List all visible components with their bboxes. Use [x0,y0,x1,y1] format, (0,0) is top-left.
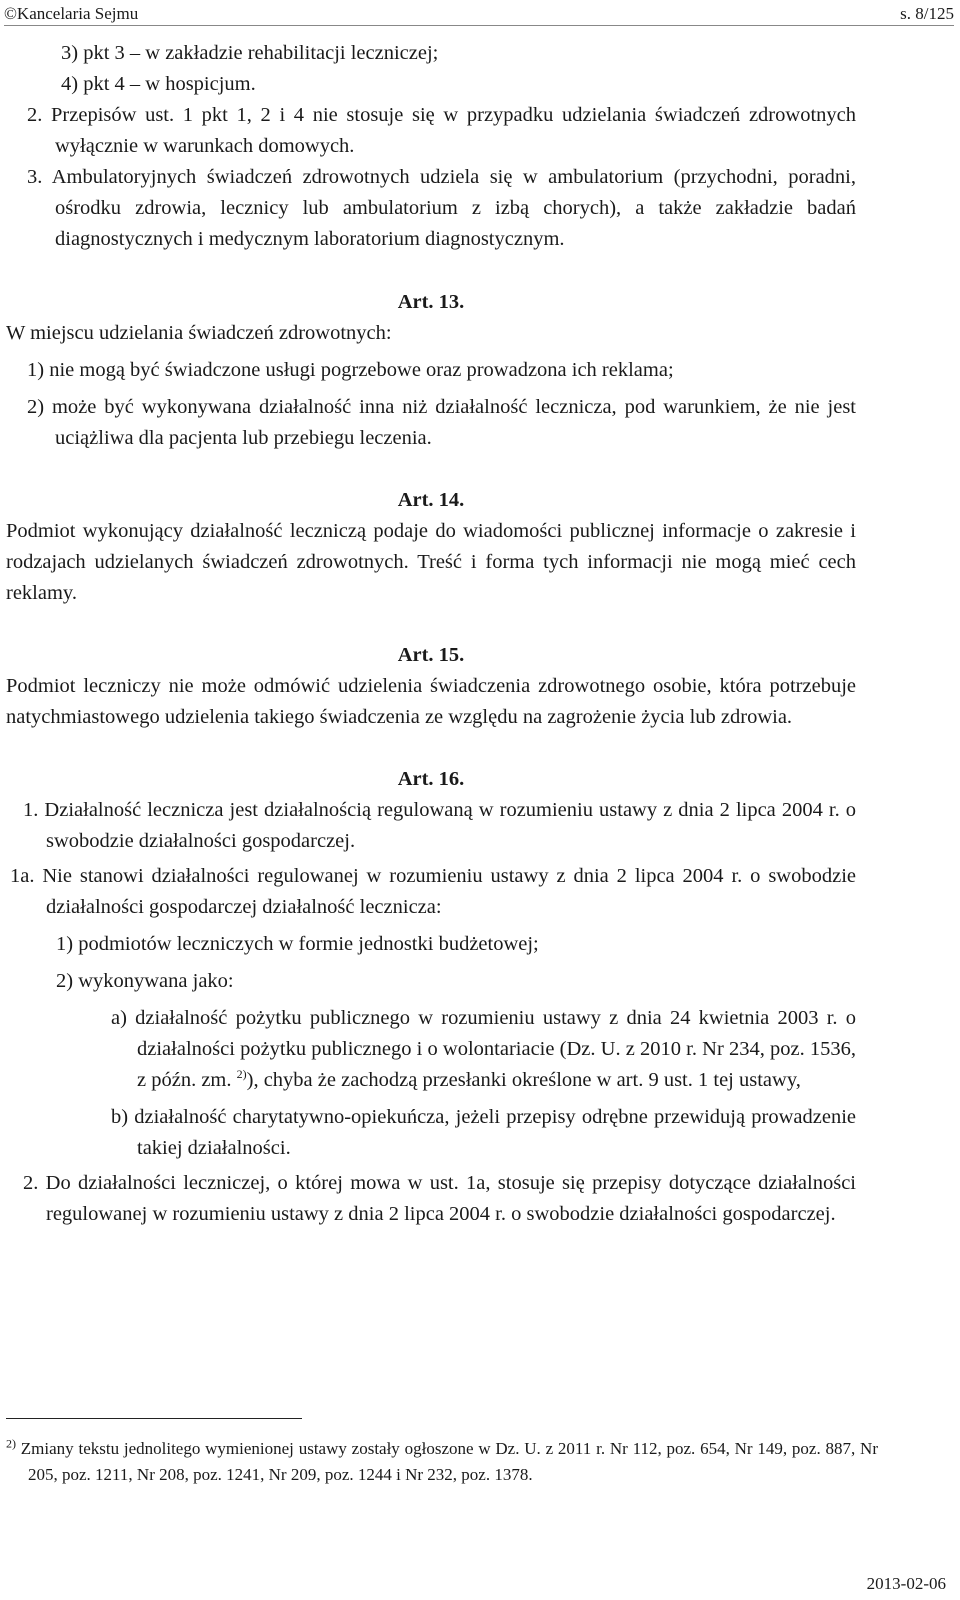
list-item: 1) nie mogą być świadczone usługi pogrzebowe oraz prowadzona ich reklama; [27,359,674,381]
article-heading: Art. 13. [397,291,465,313]
article-heading: Art. 16. [397,768,465,790]
page-footer-date: 2013-02-06 [866,1574,946,1593]
list-item: 4) pkt 4 – w hospicjum. [61,73,256,95]
footnote-separator [6,1418,302,1419]
footnote-text: Zmiany tekstu jednolitego wymienionej ustawy zostały ogłoszone w Dz. U. z 2011 r. Nr 112, poz. 654, Nr 149, poz. 887, Nr 205, poz. 1211, Nr 208, poz. 1241, Nr 209, poz. 1244 i Nr 232, poz. 1378. [20,1439,878,1484]
copyright-label: ©Kancelaria Sejmu [4,4,139,23]
header-rule [4,25,954,26]
list-item-text: ), chyba że zachodzą przesłanki określone w art. 9 ust. 1 tej ustawy, [246,1069,801,1091]
document-body [6,38,856,1230]
list-item: 1) podmiotów leczniczych w formie jednostki budżetowej; [56,933,539,955]
list-item: b) działalność charytatywno-opiekuńcza, jeżeli przepisy odrębne przewidują prowadzenie takiej działalności. [111,1106,856,1159]
paragraph: 1a. Nie stanowi działalności regulowanej w rozumieniu ustawy z dnia 2 lipca 2004 r. o swobodzie działalności gospodarczej działalność lecznicza: [10,865,856,918]
list-item: 2) może być wykonywana działalność inna niż działalność lecznicza, pod warunkiem, że nie jest uciążliwa dla pacjenta lub przebiegu leczenia. [27,396,856,449]
list-item-text: a) działalność pożytku publicznego w rozumieniu ustawy z dnia 24 kwietnia 2003 r. o działalności pożytku publicznego i o wolontariacie (Dz. U. z 2010 r. Nr 234, poz. 1536, z późn. zm. [111,1007,856,1091]
footnote-marker: 2) [6,1436,16,1451]
page-number: s. 8/125 [900,4,954,23]
article-text: Podmiot leczniczy nie może odmówić udzielenia świadczenia zdrowotnego osobie, która potrzebuje natychmiastowego udzielenia takiego świadczenia ze względu na zagrożenie życia lub zdrowia. [6,675,856,728]
paragraph: 3. Ambulatoryjnych świadczeń zdrowotnych udziela się w ambulatorium (przychodni, poradni, ośrodku zdrowia, lecznicy lub ambulatorium z izbą chorych), a także zakładzie badań diagnostycznych i medycznym laboratorium diagnostycznym. [27,166,856,250]
footnote [6,1436,878,1488]
footnote-reference[interactable]: 2) [236,1067,247,1082]
page-header [4,0,954,30]
paragraph: 2. Do działalności leczniczej, o której mowa w ust. 1a, stosuje się przepisy dotyczące działalności regulowanej w rozumieniu ustawy z dnia 2 lipca 2004 r. o swobodzie działalności gospodarczej. [23,1172,856,1225]
list-item: 2) wykonywana jako: [56,970,234,992]
article-intro: W miejscu udzielania świadczeń zdrowotnych: [6,322,392,344]
list-item: 3) pkt 3 – w zakładzie rehabilitacji leczniczej; [61,42,439,64]
article-text: Podmiot wykonujący działalność leczniczą podaje do wiadomości publicznej informacje o zakresie i rodzajach udzielanych świadczeń zdrowotnych. Treść i forma tych informacji nie mogą mieć cech reklamy. [6,520,856,604]
article-heading: Art. 15. [397,644,465,666]
paragraph: 1. Działalność lecznicza jest działalnością regulowaną w rozumieniu ustawy z dnia 2 lipca 2004 r. o swobodzie działalności gospodarczej. [23,799,856,852]
article-heading: Art. 14. [397,489,465,511]
paragraph: 2. Przepisów ust. 1 pkt 1, 2 i 4 nie stosuje się w przypadku udzielania świadczeń zdrowotnych wyłącznie w warunkach domowych. [27,104,856,157]
list-item [6,1003,856,1096]
